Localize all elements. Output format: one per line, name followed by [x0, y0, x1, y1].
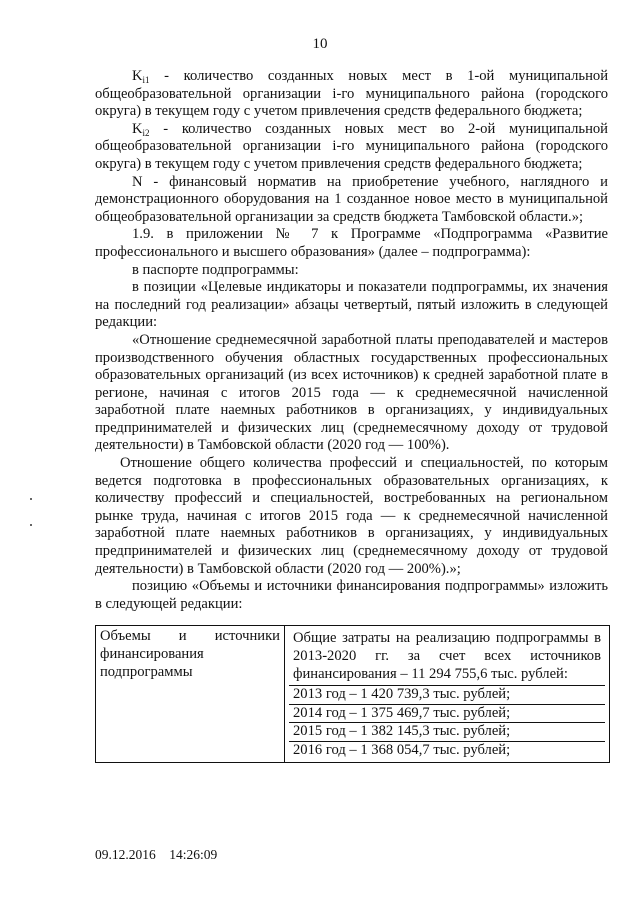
- document-body: [95, 68, 608, 763]
- definition-k-i1: $K_{i1}$ - количество созданных новых мест в 1-ой муниципальной общеобразовательной организации i-го муниципального района (городского округа) в текущем году с учетом привлечения средств федерального бюджета;: [95, 68, 608, 120]
- financing-year-row: 2015 год – 1 382 145,3 тыс. рублей;: [289, 722, 605, 741]
- financing-table: [95, 625, 610, 762]
- financing-year-row: 2016 год – 1 368 054,7 тыс. рублей;: [289, 741, 605, 760]
- financing-year-row: 2013 год – 1 420 739,3 тыс. рублей;: [289, 685, 605, 704]
- passport-heading: в паспорте подпрограммы:: [132, 261, 299, 278]
- amendment-1-9: 1.9. в приложении № 7 к Программе «Подпрограмма «Развитие профессионального и высшего образования» (далее – подпрограмма):: [95, 226, 608, 260]
- indicator-salary-ratio: «Отношение среднемесячной заработной платы преподавателей и мастеров производственного обучения областных государственных профессиональных образовательных организаций (из всех источников) к средней заработной плате в регионе, начиная с итогов 2015 года — к среднемесячной начисленной заработной плате наемных работников в организациях, у индивидуальных предпринимателей и физических лиц (среднемесячному доходу от трудовой деятельности) в Тамбовской области (2020 год — 100%).: [95, 331, 608, 454]
- footer-timestamp: [95, 847, 217, 863]
- financing-total-text: Общие затраты на реализацию подпрограммы в 2013-2020 гг. за счет всех источников финансирования – 11 294 755,6 тыс. рублей:: [293, 630, 601, 682]
- financing-position-paragraph: позицию «Объемы и источники финансирования подпрограммы» изложить в следующей редакции:: [95, 578, 608, 612]
- margin-mark: [30, 498, 32, 500]
- indicators-paragraph: в позиции «Целевые индикаторы и показатели подпрограммы, их значения на последний год реализации» абзацы четвертый, пятый изложить в следующей редакции:: [95, 279, 608, 331]
- indicator-professions-ratio: Отношение общего количества профессий и специальностей, по которым ведется подготовка в профессиональных образовательных организациях, к количеству профессий и специальностей, востребованных на региональном рынке труда, начиная с итогов 2015 года — к среднемесячной начисленной заработной плате наемных работников в организациях, у индивидуальных предпринимателей и физических лиц (среднемесячному доходу от трудовой деятельности) в Тамбовской области (2020 год — 200%).»;: [95, 455, 608, 577]
- financing-year-row: 2014 год – 1 375 469,7 тыс. рублей;: [289, 704, 605, 723]
- footer-time: 14:26:09: [169, 847, 218, 862]
- definition-k-i2: $K_{i2}$ - количество созданных новых мест во 2-ой муниципальной общеобразовательной организации i-го муниципального района (городского округа) в текущем году с учетом привлечения средств федерального бюджета;: [95, 120, 608, 172]
- definition-n: N - финансовый норматив на приобретение учебного, наглядного и демонстрационного оборудования на 1 созданное новое место в муниципальной общеобразовательной организации за средств бюджета Тамбовской области.»;: [95, 173, 608, 225]
- financing-label-cell: Объемы и источники финансирования подпрограммы: [96, 626, 285, 762]
- page-number: 10: [312, 36, 328, 52]
- margin-mark: [30, 524, 32, 526]
- financing-values-cell: [285, 626, 610, 762]
- footer-date: 09.12.2016: [95, 847, 156, 862]
